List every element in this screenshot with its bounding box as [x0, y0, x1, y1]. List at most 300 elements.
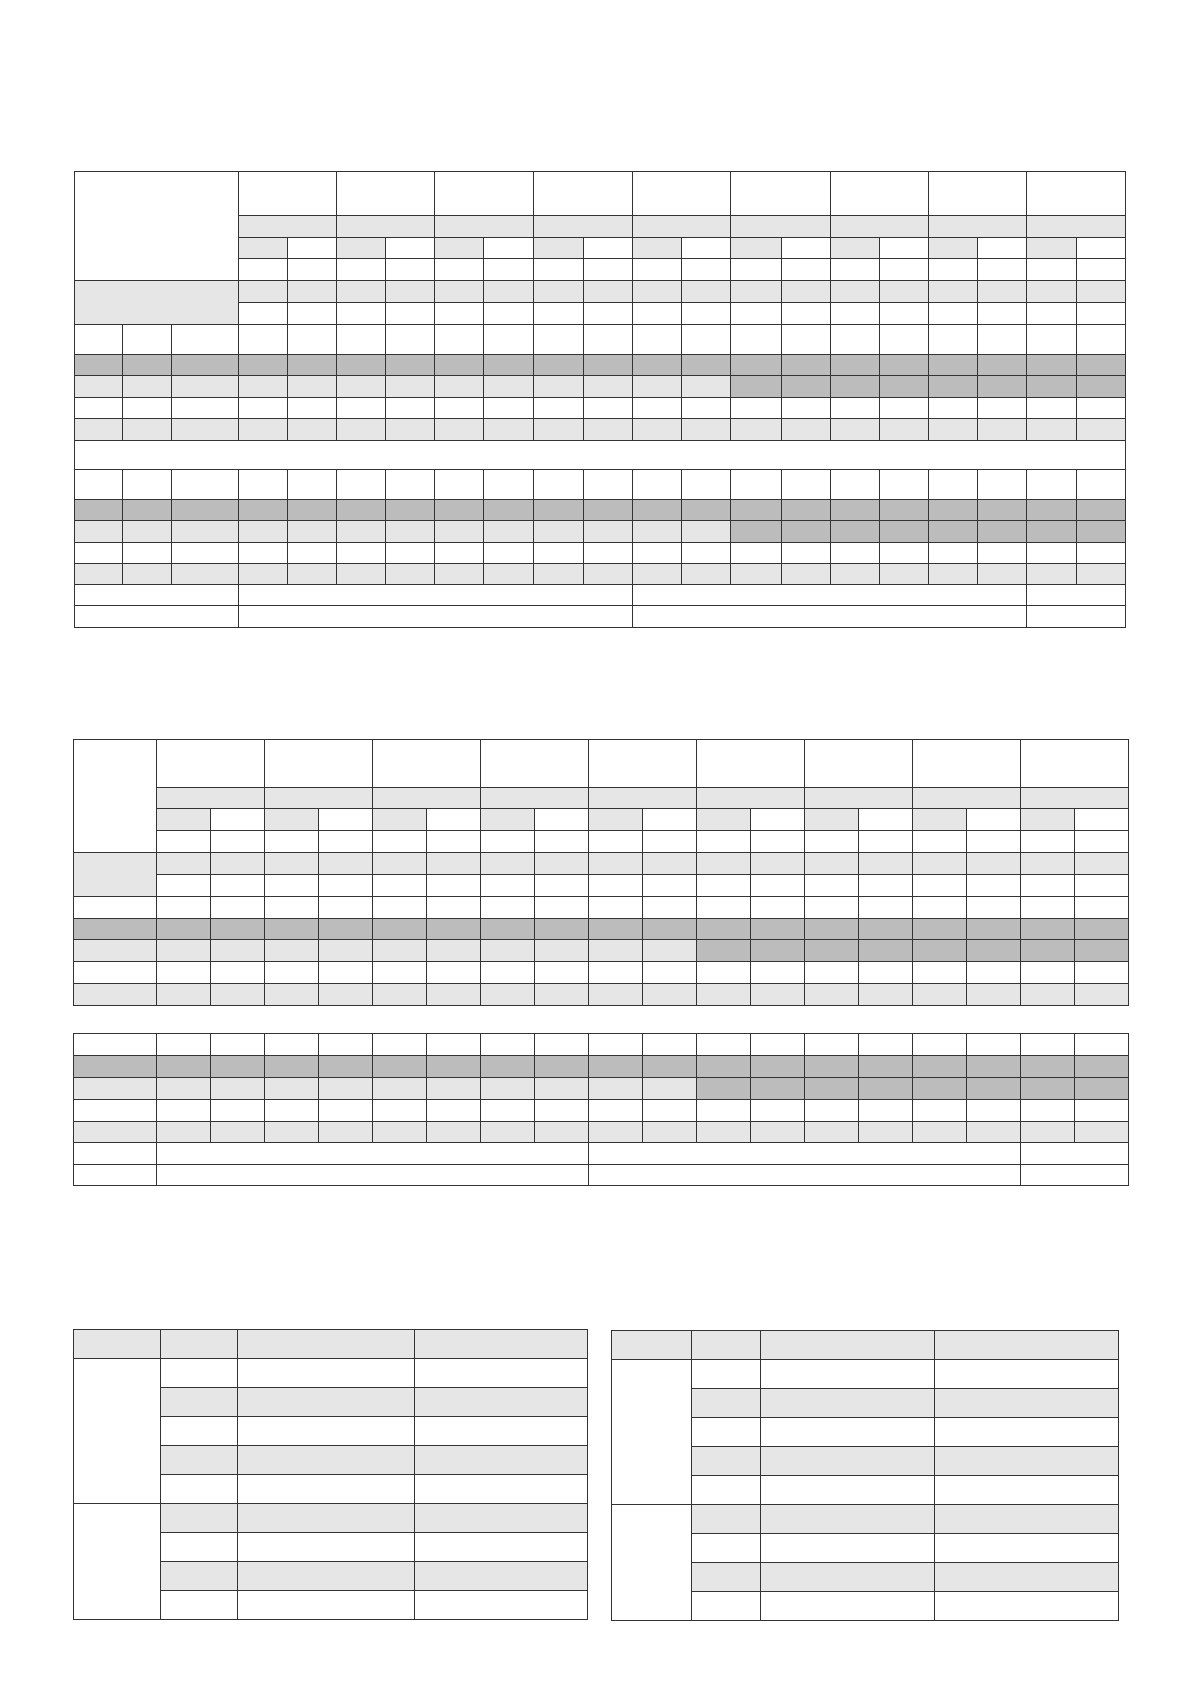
table-cell	[533, 521, 583, 543]
table-cell	[265, 788, 373, 809]
table-cell	[935, 1476, 1119, 1505]
table-cell	[1021, 809, 1075, 831]
table-cell	[751, 831, 805, 853]
table-cell	[435, 521, 484, 543]
table-cell	[633, 259, 682, 281]
table-cell	[172, 419, 238, 441]
table-cell	[682, 281, 731, 303]
data-row	[75, 376, 1126, 398]
table-cell	[731, 419, 781, 441]
table-cell	[879, 470, 928, 500]
table-cell	[583, 325, 632, 355]
table-cell	[287, 238, 336, 259]
table-cell	[830, 521, 879, 543]
table-cell	[1021, 1034, 1075, 1056]
table-cell	[697, 740, 805, 788]
table-cell	[75, 419, 123, 441]
table-cell	[238, 470, 287, 500]
table-cell	[935, 1592, 1119, 1621]
table-cell	[805, 1122, 859, 1143]
list-item	[74, 1504, 588, 1533]
table-cell	[172, 564, 238, 585]
table-cell	[935, 1331, 1119, 1360]
table-cell	[161, 1330, 238, 1359]
table-cell	[781, 500, 830, 521]
table-cell	[643, 897, 697, 919]
table-cell	[484, 470, 533, 500]
table-cell	[978, 259, 1027, 281]
table-cell	[589, 1165, 1021, 1186]
table-cell	[879, 564, 928, 585]
table-cell	[386, 303, 435, 325]
section-header-row	[74, 897, 1129, 919]
table-cell	[830, 398, 879, 419]
table-cell	[533, 376, 583, 398]
table-cell	[386, 521, 435, 543]
table-cell	[1027, 172, 1126, 216]
table-cell	[287, 543, 336, 564]
table-cell	[211, 1122, 265, 1143]
table-cell	[682, 355, 731, 376]
table-cell	[1076, 281, 1125, 303]
table-cell	[535, 940, 589, 962]
table-cell	[172, 325, 238, 355]
table-cell	[75, 521, 123, 543]
table-cell	[238, 1359, 415, 1388]
table-cell	[633, 470, 682, 500]
table-cell	[336, 543, 385, 564]
table-cell	[913, 788, 1021, 809]
data-row	[74, 984, 1129, 1006]
table-cell	[74, 919, 157, 940]
table-cell	[731, 238, 781, 259]
table-cell	[913, 919, 967, 940]
table-cell	[533, 303, 583, 325]
table-cell	[731, 172, 830, 216]
table-cell	[935, 1505, 1119, 1534]
table-cell	[319, 853, 373, 875]
header-row	[74, 1330, 588, 1359]
table-cell	[74, 897, 157, 919]
data-row	[74, 919, 1129, 940]
table-cell	[435, 470, 484, 500]
table-cell	[386, 470, 435, 500]
table-cell	[427, 1100, 481, 1122]
table-cell	[805, 853, 859, 875]
table-cell	[336, 419, 385, 441]
table-cell	[161, 1591, 238, 1620]
table-cell	[1075, 962, 1129, 984]
table-cell	[913, 984, 967, 1006]
table-cell	[427, 1056, 481, 1078]
table-cell	[533, 281, 583, 303]
table-cell	[336, 281, 385, 303]
table-cell	[731, 470, 781, 500]
table-cell	[161, 1504, 238, 1533]
table-cell	[211, 919, 265, 940]
table-cell	[415, 1562, 588, 1591]
table-cell	[238, 1330, 415, 1359]
table-cell	[1076, 398, 1125, 419]
table-cell	[967, 962, 1021, 984]
table-cell	[123, 376, 172, 398]
table-cell	[427, 831, 481, 853]
table-cell	[238, 521, 287, 543]
table-cell	[1075, 831, 1129, 853]
table-cell	[1027, 355, 1076, 376]
table-cell	[533, 325, 583, 355]
table-cell	[535, 984, 589, 1006]
table-cell	[1027, 470, 1076, 500]
table-cell	[481, 1100, 535, 1122]
table-cell	[74, 1078, 157, 1100]
group-cell	[74, 1504, 161, 1620]
table-cell	[761, 1447, 935, 1476]
table-cell	[859, 875, 913, 897]
table-cell	[427, 984, 481, 1006]
table-cell	[161, 1359, 238, 1388]
table-cell	[386, 543, 435, 564]
table-cell	[172, 543, 238, 564]
table-cell	[978, 419, 1027, 441]
table-cell	[533, 543, 583, 564]
table-cell	[589, 1100, 643, 1122]
table-cell	[781, 543, 830, 564]
table-cell	[435, 325, 484, 355]
table-cell	[336, 172, 434, 216]
table-cell	[157, 940, 211, 962]
table-cell	[481, 1122, 535, 1143]
data-row	[75, 419, 1126, 441]
table-cell	[74, 1034, 157, 1056]
table-cell	[805, 897, 859, 919]
table-cell	[535, 962, 589, 984]
table-cell	[415, 1446, 588, 1475]
table-cell	[879, 398, 928, 419]
table-cell	[751, 1122, 805, 1143]
table-cell	[484, 398, 533, 419]
table-cell	[238, 419, 287, 441]
table-cell	[265, 962, 319, 984]
table-cell	[879, 303, 928, 325]
table-cell	[697, 940, 751, 962]
table-cell	[535, 809, 589, 831]
table-cell	[929, 564, 978, 585]
table-cell	[879, 500, 928, 521]
table-cell	[682, 543, 731, 564]
table-cell	[265, 897, 319, 919]
table-cell	[583, 355, 632, 376]
table-cell	[731, 281, 781, 303]
table-cell	[157, 809, 211, 831]
table-cell	[682, 470, 731, 500]
table-cell	[415, 1417, 588, 1446]
table-cell	[211, 1100, 265, 1122]
table-cell	[781, 419, 830, 441]
table-cell	[238, 606, 632, 628]
table-cell	[435, 303, 484, 325]
table-cell	[731, 564, 781, 585]
table-cell	[1021, 831, 1075, 853]
table-cell	[123, 543, 172, 564]
table-cell	[481, 962, 535, 984]
data-row	[75, 564, 1126, 585]
table-cell	[535, 1034, 589, 1056]
table-cell	[682, 238, 731, 259]
table-cell	[643, 875, 697, 897]
table-cell	[929, 376, 978, 398]
table-cell	[751, 853, 805, 875]
table-cell	[336, 259, 385, 281]
table-cell	[633, 543, 682, 564]
table-cell	[1075, 1122, 1129, 1143]
table-cell	[643, 940, 697, 962]
table-cell	[533, 398, 583, 419]
table-cell	[692, 1563, 761, 1592]
table-cell	[805, 831, 859, 853]
table-cell	[1075, 809, 1129, 831]
table-cell	[781, 238, 830, 259]
table-cell	[481, 897, 535, 919]
table-cell	[535, 853, 589, 875]
table-cell	[484, 259, 533, 281]
table-cell	[830, 172, 928, 216]
table-cell	[533, 172, 632, 216]
table-cell	[319, 809, 373, 831]
table-cell	[386, 355, 435, 376]
table-cell	[336, 564, 385, 585]
table-cell	[830, 281, 879, 303]
table-cell	[265, 809, 319, 831]
table-cell	[75, 564, 123, 585]
table-cell	[533, 238, 583, 259]
table-cell	[781, 470, 830, 500]
table-cell	[731, 325, 781, 355]
table-cell	[238, 281, 287, 303]
group-label-cell	[74, 853, 157, 897]
table-cell	[643, 962, 697, 984]
table-cell	[583, 470, 632, 500]
table-cell	[589, 875, 643, 897]
table-cell	[319, 875, 373, 897]
table-cell	[859, 831, 913, 853]
table-cell	[535, 897, 589, 919]
table-cell	[211, 1034, 265, 1056]
table-cell	[929, 521, 978, 543]
table-cell	[929, 172, 1027, 216]
table-cell	[415, 1330, 588, 1359]
table-cell	[74, 1122, 157, 1143]
table-cell	[830, 325, 879, 355]
header-row	[612, 1331, 1119, 1360]
table-cell	[751, 897, 805, 919]
table-cell	[589, 1143, 1021, 1165]
table-cell	[238, 1533, 415, 1562]
table-cell	[287, 325, 336, 355]
table-cell	[484, 543, 533, 564]
table-cell	[692, 1360, 761, 1389]
table-cell	[1021, 962, 1075, 984]
table-cell	[336, 355, 385, 376]
table-cell	[589, 919, 643, 940]
table-cell	[1027, 585, 1126, 606]
table-cell	[761, 1476, 935, 1505]
table-cell	[589, 1078, 643, 1100]
table-cell	[373, 984, 427, 1006]
table-cell	[427, 962, 481, 984]
table-cell	[697, 1034, 751, 1056]
table-cell	[74, 1056, 157, 1078]
table-cell	[319, 1078, 373, 1100]
table-cell	[211, 1078, 265, 1100]
table-cell	[731, 259, 781, 281]
table-cell	[1075, 1056, 1129, 1078]
table-cell	[967, 1122, 1021, 1143]
table-cell	[484, 281, 533, 303]
table-cell	[533, 355, 583, 376]
table-cell	[265, 1078, 319, 1100]
table-cell	[74, 1100, 157, 1122]
table-cell	[692, 1447, 761, 1476]
table-cell	[805, 809, 859, 831]
table-cell	[751, 1056, 805, 1078]
table-cell	[633, 303, 682, 325]
table-cell	[761, 1360, 935, 1389]
table-cell	[435, 543, 484, 564]
table-cell	[157, 853, 211, 875]
unit-row	[74, 809, 1129, 831]
table-cell	[805, 919, 859, 940]
spec-table-2-continued	[73, 1033, 1129, 1186]
table-cell	[1027, 325, 1076, 355]
table-cell	[238, 376, 287, 398]
table-cell	[172, 500, 238, 521]
table-cell	[913, 1100, 967, 1122]
table-cell	[697, 831, 751, 853]
table-cell	[1075, 919, 1129, 940]
table-cell	[336, 521, 385, 543]
table-cell	[805, 940, 859, 962]
table-cell	[643, 809, 697, 831]
table-cell	[633, 564, 682, 585]
table-cell	[533, 500, 583, 521]
table-cell	[386, 259, 435, 281]
table-cell	[157, 1056, 211, 1078]
table-cell	[967, 1100, 1021, 1122]
data-row	[74, 1122, 1129, 1143]
table-cell	[211, 875, 265, 897]
table-cell	[879, 419, 928, 441]
table-cell	[123, 521, 172, 543]
table-cell	[1027, 543, 1076, 564]
table-cell	[265, 984, 319, 1006]
table-cell	[172, 376, 238, 398]
table-cell	[830, 419, 879, 441]
table-cell	[287, 259, 336, 281]
table-cell	[157, 919, 211, 940]
table-cell	[751, 940, 805, 962]
table-cell	[75, 543, 123, 564]
table-cell	[633, 521, 682, 543]
table-cell	[74, 1143, 157, 1165]
table-cell	[1021, 875, 1075, 897]
table-cell	[435, 398, 484, 419]
table-cell	[238, 585, 632, 606]
table-cell	[761, 1331, 935, 1360]
section-header-row	[75, 325, 1126, 355]
table-cell	[481, 940, 535, 962]
table-cell	[265, 940, 319, 962]
table-cell	[1027, 376, 1076, 398]
data-row	[74, 1056, 1129, 1078]
table-cell	[238, 1562, 415, 1591]
table-cell	[805, 788, 913, 809]
table-cell	[373, 875, 427, 897]
table-cell	[238, 303, 287, 325]
table-cell	[435, 419, 484, 441]
table-cell	[484, 419, 533, 441]
table-cell	[633, 500, 682, 521]
table-cell	[761, 1563, 935, 1592]
table-cell	[935, 1534, 1119, 1563]
table-cell	[781, 303, 830, 325]
table-cell	[612, 1331, 692, 1360]
table-cell	[751, 962, 805, 984]
table-cell	[805, 1056, 859, 1078]
table-cell	[287, 500, 336, 521]
table-cell	[336, 500, 385, 521]
table-cell	[1027, 398, 1076, 419]
table-cell	[967, 809, 1021, 831]
table-cell	[157, 1034, 211, 1056]
table-cell	[373, 1100, 427, 1122]
table-cell	[913, 1034, 967, 1056]
table-cell	[682, 564, 731, 585]
table-cell	[589, 1122, 643, 1143]
table-cell	[1076, 355, 1125, 376]
table-cell	[484, 325, 533, 355]
table-cell	[1021, 919, 1075, 940]
table-cell	[1075, 940, 1129, 962]
table-cell	[583, 259, 632, 281]
table-cell	[1027, 564, 1076, 585]
table-cell	[373, 897, 427, 919]
table-cell	[697, 788, 805, 809]
table-cell	[75, 376, 123, 398]
table-cell	[415, 1388, 588, 1417]
table-cell	[481, 809, 535, 831]
table-cell	[533, 259, 583, 281]
data-row	[74, 1100, 1129, 1122]
table-cell	[697, 1056, 751, 1078]
table-cell	[589, 788, 697, 809]
table-cell	[373, 919, 427, 940]
table-cell	[484, 238, 533, 259]
table-cell	[238, 216, 336, 238]
table-cell	[830, 543, 879, 564]
table-cell	[287, 419, 336, 441]
table-cell	[751, 984, 805, 1006]
table-cell	[697, 1078, 751, 1100]
table-cell	[859, 984, 913, 1006]
table-cell	[879, 543, 928, 564]
table-cell	[643, 1100, 697, 1122]
table-cell	[751, 809, 805, 831]
table-cell	[435, 500, 484, 521]
table-cell	[1021, 1165, 1129, 1186]
table-cell	[643, 853, 697, 875]
table-cell	[935, 1563, 1119, 1592]
